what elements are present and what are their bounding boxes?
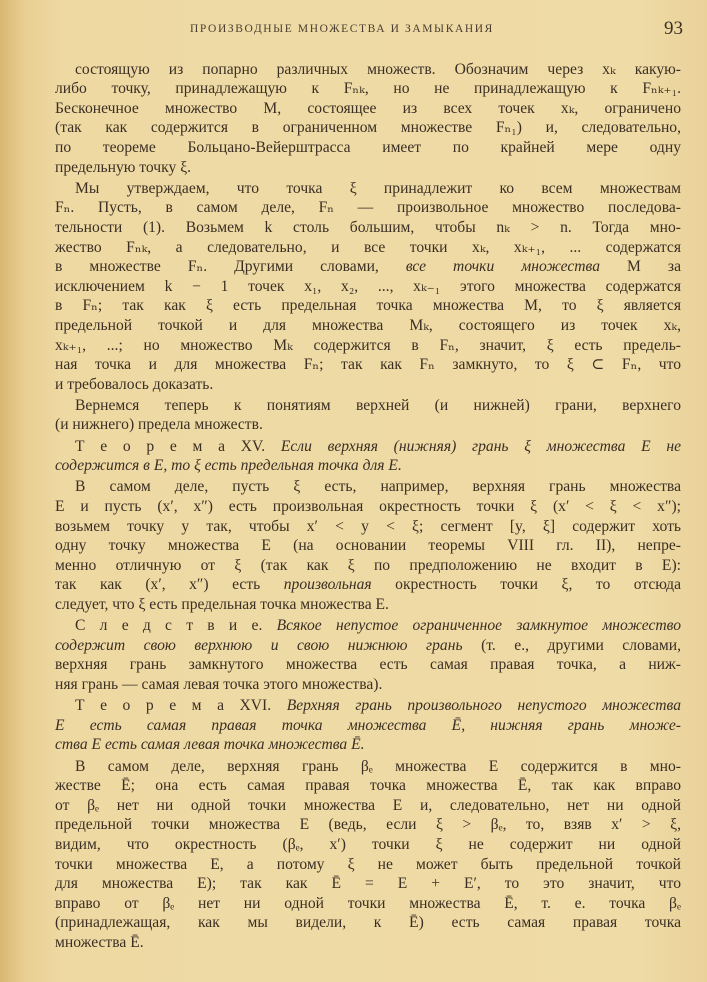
text-line (55, 198, 681, 218)
text-run: Бесконечное множество M, состоящее из всех точек xₖ, ограничено (55, 99, 681, 117)
text-line (55, 218, 681, 238)
text-line (55, 437, 681, 457)
text-run: в Fₙ; так как ξ есть предельная точка множества M, то ξ является (55, 297, 681, 315)
text-line (55, 776, 681, 796)
text-run: ная точка и для множества Fₙ; так как Fₙ замкнуто, то ξ ⊂ Fₙ, что (55, 356, 681, 374)
text-run: видим, что окрестность (βₑ, x′) точки ξ не содержит ни одной (55, 835, 681, 853)
text-line (55, 316, 681, 336)
italic-text: Верхняя грань произвольного непустого множества (286, 697, 681, 715)
text-run: Fₙ. Пусть, в самом деле, Fₙ — произвольное множество последова- (55, 199, 681, 217)
text-line (55, 556, 681, 576)
text-line (55, 894, 681, 914)
text-line (55, 757, 681, 777)
text-line (55, 796, 681, 816)
text-run: окрестность точки ξ, то отсюда (371, 576, 681, 594)
text-run: Мы утверждаем, что точка ξ принадлежит ко всем множествам (75, 179, 681, 197)
text-run: состоящую из попарно различных множеств. Обозначим через xₖ какую- (75, 60, 681, 78)
italic-text: все точки множества (405, 258, 601, 276)
text-line (55, 835, 681, 855)
paragraph (55, 696, 681, 755)
text-line (55, 735, 681, 755)
text-run: и требовалось доказать. (55, 375, 214, 393)
text-run: E и пусть (x′, x″) есть произвольная окрестность точки ξ (x′ < ξ < x″); (55, 498, 681, 516)
text-line (55, 396, 681, 416)
text-line (55, 99, 681, 119)
text-run: xₖ₊₁, ...; но множество Mₖ содержится в Fₙ, значит, ξ есть предель- (55, 336, 681, 354)
italic-text: содержит свою верхнюю и свою нижнюю грань (55, 636, 463, 654)
text-run: тельности (1). Возьмем k столь большим, чтобы nₖ > n. Тогда мно- (55, 218, 681, 236)
text-run: менно отличную от ξ (так как ξ по предположению не входит в E): (55, 556, 681, 574)
text-run: В самом деле, верхняя грань βₑ множества E содержится в мно- (75, 757, 681, 775)
page-body (55, 58, 681, 952)
text-run: жестве Ē; она есть самая правая точка множества Ē, так как вправо (55, 777, 681, 795)
text-line (55, 913, 681, 933)
text-run: M за (600, 258, 681, 276)
text-line (55, 595, 681, 615)
text-line (55, 118, 681, 138)
text-run: точки множества E, а потому ξ не может быть предельной точкой (55, 855, 681, 873)
text-run: (принадлежащая, как мы видели, к Ē) есть самая правая точка (55, 914, 681, 932)
text-line (55, 355, 681, 375)
text-run: исключением k − 1 точек x₁, x₂, ..., xₖ₋₁ этого множества содержатся (55, 277, 681, 295)
text-run: в множестве Fₙ. Другими словами, (55, 258, 406, 276)
text-line (55, 815, 681, 835)
italic-text: произвольная (283, 576, 372, 594)
text-line (55, 238, 681, 258)
text-run: вправо от βₑ нет ни одной точки множества Ē, т. е. точка βₑ (55, 894, 681, 912)
text-line (55, 296, 681, 316)
text-line (55, 336, 681, 356)
text-run: по теореме Больцано-Вейерштрасса имеет по крайней мере одну (55, 138, 681, 156)
italic-text: Если верхняя (нижняя) грань ξ множества E не (280, 437, 681, 455)
text-run: жество Fₙₖ, а следовательно, и все точки xₖ, xₖ₊₁, ... содержатся (55, 238, 681, 256)
text-line (55, 517, 681, 537)
italic-text: содержится в E, то ξ есть предельная точка для E. (55, 457, 402, 475)
text-run: множества Ē. (55, 933, 144, 951)
text-line (55, 179, 681, 199)
text-line (55, 616, 681, 636)
text-line (55, 415, 681, 435)
text-line (55, 456, 681, 476)
paragraph (55, 477, 681, 614)
text-line (55, 874, 681, 894)
text-run: предельной точки множества E (ведь, если ξ > βₑ, то, взяв x′ > ξ, (55, 816, 681, 834)
text-run: Вернемся теперь к понятиям верхней (и нижней) грани, верхнего (75, 396, 681, 414)
text-run: верхняя грань замкнутого множества есть самая правая точка, а ниж- (55, 656, 681, 674)
text-run: (т. е., другими словами, (462, 636, 681, 654)
text-run: следует, что ξ есть предельная точка множества E. (55, 596, 389, 613)
italic-text: ства E есть самая левая точка множества Ē. (55, 736, 365, 754)
paragraph (55, 616, 681, 694)
text-line (55, 716, 681, 736)
text-run: (и нижнего) предела множеств. (55, 416, 263, 434)
italic-text: Всякое непустое ограниченное замкнутое множество (276, 617, 681, 635)
text-run: от βₑ нет ни одной точки множества E и, следовательно, нет ни одной (55, 796, 681, 814)
text-run: Т е о р е м а XVI. (75, 697, 287, 715)
paragraph (55, 396, 681, 435)
text-line (55, 933, 681, 953)
page-header (0, 20, 707, 40)
text-run: либо точку, принадлежащую к Fₙₖ, но не принадлежащую к Fₙₖ₊₁. (55, 80, 681, 98)
text-line (55, 536, 681, 556)
text-line (55, 675, 681, 695)
text-run: С л е д с т в и е. (75, 617, 277, 635)
paragraph (55, 757, 681, 953)
text-line (55, 158, 681, 178)
text-line (55, 636, 681, 656)
text-line (55, 375, 681, 395)
text-line (55, 138, 681, 158)
text-line (55, 497, 681, 517)
text-run: Т е о р е м а XV. (75, 437, 281, 455)
text-line (55, 696, 681, 716)
text-line (55, 855, 681, 875)
text-line (55, 477, 681, 497)
text-line (55, 277, 681, 297)
text-run: предельной точкой и для множества Mₖ, состоящего из точек xₖ, (55, 316, 681, 334)
text-run: няя грань — самая левая точка этого множества). (55, 675, 383, 693)
paragraph (55, 437, 681, 476)
text-run: для множества E); так как Ē = E + E′, то это значит, что (55, 875, 681, 893)
text-run: предельную точку ξ. (55, 158, 192, 176)
italic-text: E есть самая правая точка множества Ē, нижняя грань множе- (55, 716, 681, 734)
text-run: так как (x′, x″) есть (55, 576, 284, 594)
text-line (55, 60, 681, 80)
text-run: одну точку множества E (на основании теоремы VIII гл. II), непре- (55, 537, 681, 555)
text-line (55, 575, 681, 595)
page-number: 93 (664, 18, 683, 39)
text-run: возьмем точку y так, чтобы x′ < y < ξ; сегмент [y, ξ] содержит хоть (55, 517, 681, 535)
text-line (55, 257, 681, 277)
paragraph (55, 60, 681, 178)
text-run: (так как содержится в ограниченном множестве Fₙ₁) и, следовательно, (55, 119, 681, 137)
text-run: В самом деле, пусть ξ есть, например, верхняя грань множества (75, 478, 681, 496)
running-title: ПРОИЗВОДНЫЕ МНОЖЕСТВА И ЗАМЫКАНИЯ (190, 23, 494, 35)
text-line (55, 79, 681, 99)
text-line (55, 655, 681, 675)
paragraph (55, 179, 681, 395)
